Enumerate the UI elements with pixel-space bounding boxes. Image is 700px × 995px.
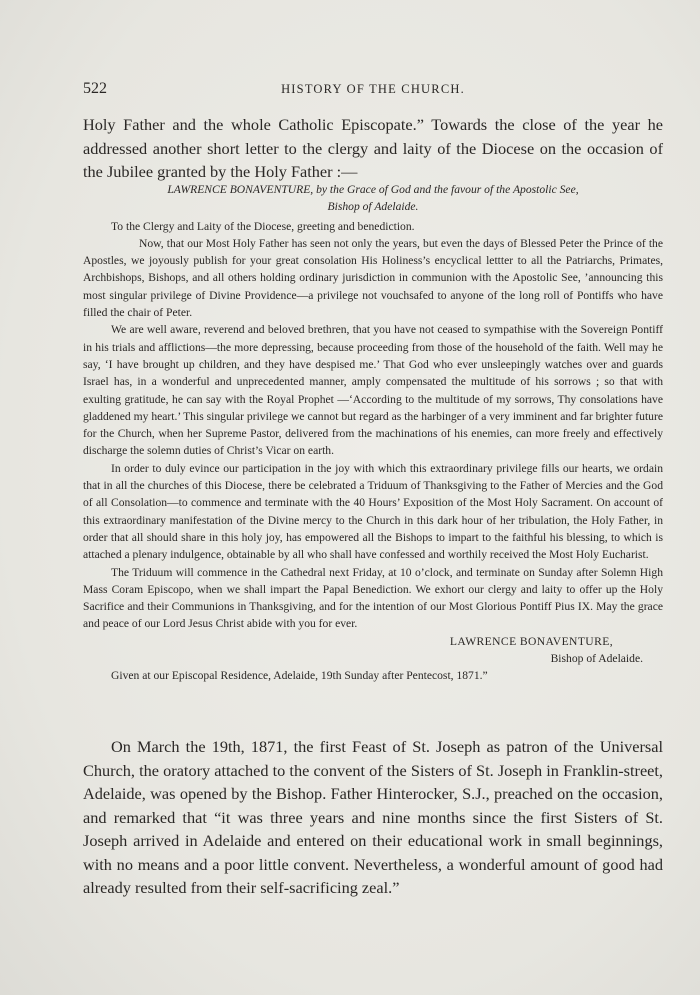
letter-heading-line2: Bishop of Adelaide. [327, 200, 419, 214]
intro-paragraph-block [83, 113, 663, 184]
letter-paragraph: In order to duly evince our participation in the joy with which this extraordinary privilege fills our hearts, we ordain that in all the churches of this Diocese, there be celebrated a Triduum of Thanksgiving to the Father of Mercies and the God of all Consolation—to commence and terminate with the 40 Hours’ Exposition of the Most Holy Sacrament. On account of this extraordinary manifestation of the Divine mercy to the Church in this dark hour of her tribulation, the Holy Father, in order that all should share in this holy joy, has empowered all the Bishops to impart to the faithful his blessing, to which is attached a plenary indulgence, obtainable by all who shall have confessed and worthily received the Most Holy Eucharist. [83, 461, 663, 562]
letter-paragraph: Now, that our Most Holy Father has seen not only the years, but even the days of Blessed Peter the Prince of the Apostles, we joyously publish for your great consolation His Holiness’s encyclical lettter to all the Patriarchs, Primates, Archbishops, Bishops, and all others holding ordinary jurisdiction in communion with the Apostolic See, ’announcing this most singular privilege of Divine Providence—a privilege not vouchsafed to anyone of the long roll of Pontiffs who have filled the chair of Peter. [83, 236, 663, 320]
letter-paragraph: We are well aware, reverend and beloved brethren, that you have not ceased to sympathise with the Sovereign Pontiff in his trials and afflictions—the more depressing, because proceeding from those of the household of the faith. Well may he say, ‘I have brought up children, and they have despised me.’ That God who ever unsleepingly watches over and guards Israel has, in a wonderful and unprecedented manner, amply compensated the multitude of his sorrows ; so that with exulting gratitude, he can say with the Royal Prophet —‘According to the multitude of my sorrows, Thy consolations have gladdened my heart.’ This singular privilege we cannot but regard as the harbinger of a very imminent and far brighter future for the Church, when her Supreme Pastor, delivered from the machinations of his enemies, can more freely and effectively discharge the solemn duties of Christ’s Vicar on earth. [83, 323, 663, 458]
signature-title: Bishop of Adelaide. [550, 652, 643, 666]
letter-heading-line1: LAWRENCE BONAVENTURE, by the Grace of God and the favour of the Apostolic See, [167, 183, 579, 196]
closing-paragraph: On March the 19th, 1871, the first Feast of St. Joseph as patron of the Universal Church, the oratory attached to the convent of the Sisters of St. Joseph in Franklin-street, Adelaide, was opened by the Bishop. Father Hinterocker, S.J., preached on the occasion, and remarked that “it was three years and nine months since the first Sisters of St. Joseph arrived in Adelaide and entered on their educational work in small beginnings, with no means and a poor little convent. Nevertheless, a wonderful amount of good had already resulted from their self-sacrificing zeal.” [83, 737, 663, 897]
pastoral-letter [83, 181, 663, 685]
closing-paragraph-block [83, 735, 663, 900]
running-title: HISTORY OF THE CHURCH. [281, 82, 465, 96]
page-header [83, 80, 663, 100]
page-number: 522 [83, 80, 107, 97]
intro-paragraph: Holy Father and the whole Catholic Episcopate.” Towards the close of the year he addressed another short letter to the clergy and laity of the Diocese on the occasion of the Jubilee granted by the Holy Father :— [83, 115, 663, 181]
given-at-line: Given at our Episcopal Residence, Adelaide, 19th Sunday after Pentecost, 1871.” [111, 669, 488, 683]
signature-name: LAWRENCE BONAVENTURE, [449, 634, 613, 648]
letter-salutation: To the Clergy and Laity of the Diocese, greeting and benediction. [111, 219, 415, 233]
letter-paragraph: The Triduum will commence in the Cathedral next Friday, at 10 o’clock, and terminate on Sunday after Solemn High Mass Coram Episcopo, when we shall impart the Papal Benediction. We exhort our clergy and laity to offer up the Holy Sacrifice and their Communions in Thanksgiving, and for the intention of our Most Glorious Pontiff Pius IX. May the grace and peace of our Lord Jesus Christ abide with you for ever. [83, 565, 663, 631]
